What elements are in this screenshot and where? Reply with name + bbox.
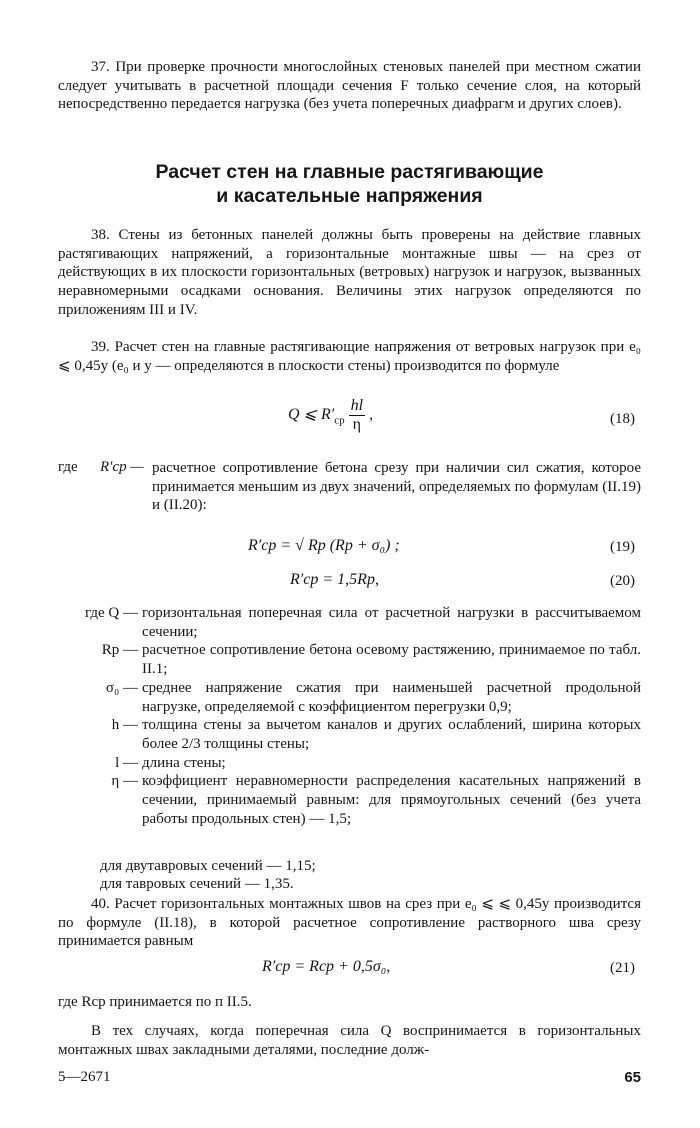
definition-h bbox=[58, 716, 641, 753]
formula-18 bbox=[288, 397, 373, 434]
definition-symbol: σ₀ — bbox=[105, 679, 138, 696]
definition-text: длина стены; bbox=[142, 754, 226, 771]
formula-21: R′ср = Rср + 0,5σ₀, bbox=[262, 958, 391, 975]
paragraph-39: 39. Расчет стен на главные растягивающие напряжения от ветровых нагрузок при e₀ ⩽ 0,45y (e₀ и y — определяются в плоскости стены) производится по формуле bbox=[58, 339, 641, 374]
where-label: где bbox=[58, 459, 78, 475]
section-heading bbox=[58, 160, 641, 208]
section-heading-line-2: и касательные напряжения bbox=[216, 185, 483, 207]
rcp-symbol: R′ср — bbox=[100, 459, 144, 475]
section-heading-line-1: Расчет стен на главные растягивающие bbox=[155, 161, 544, 183]
formula-20: R′ср = 1,5Rр, bbox=[290, 571, 379, 588]
formula-18-tail: , bbox=[369, 406, 374, 424]
paragraph-37: 37. При проверке прочности многослойных стеновых панелей при местном сжатии следует учитывать в расчетной площади сечения F только сечение слоя, на который непосредственно передается нагрузка (без учета поперечных диафрагм и других слоев). bbox=[58, 59, 641, 113]
symbol-definitions bbox=[58, 604, 641, 828]
line-dvutavr: для двутавровых сечений — 1,15; bbox=[100, 858, 316, 874]
paragraph-38: 38. Стены из бетонных панелей должны быть проверены на действие главных растягивающих напряжений, а горизонтальные монтажные швы — на срез от действующих в их плоскости горизонтальных (ветровых) нагрузок и нагрузок, вызванных неравномерными осадками основания. Величины этих нагрузок определяются по приложениям III и IV. bbox=[58, 227, 641, 318]
formula-18-denominator: η bbox=[352, 416, 362, 433]
definition-symbol: h — bbox=[111, 717, 138, 734]
paragraph-final: В тех случаях, когда поперечная сила Q воспринимается в горизонтальных монтажных швах закладными деталями, последние долж- bbox=[58, 1023, 641, 1058]
definition-text: среднее напряжение сжатия при наименьшей расчетной продольной нагрузке, определяемой с коэффициентом перегрузки 0,9; bbox=[142, 679, 641, 715]
definition-text: расчетное сопротивление бетона осевому растяжению, принимаемое по табл. II.1; bbox=[142, 642, 641, 678]
equation-number-19: (19) bbox=[610, 539, 635, 555]
equation-number-21: (21) bbox=[610, 960, 635, 976]
definition-rp bbox=[58, 641, 641, 678]
formula-18-lhs: Q ⩽ R′ bbox=[288, 406, 335, 424]
paragraph-40: 40. Расчет горизонтальных монтажных швов на срез при e₀ ⩽ ⩽ 0,45y производится по формуле (II.18), в которой расчетное сопротивление растворного шва срезу принимается равным bbox=[58, 896, 641, 950]
definition-text: толщина стены за вычетом каналов и других ослаблений, ширина которых более 2/3 толщины стены; bbox=[142, 717, 641, 752]
definition-sigma0 bbox=[58, 679, 641, 716]
definition-symbol: l — bbox=[115, 754, 138, 771]
definition-text: горизонтальная поперечная сила от расчетной нагрузки в рассчитываемом сечении; bbox=[142, 605, 641, 640]
definition-q bbox=[58, 604, 641, 641]
definition-symbol: Rр — bbox=[101, 642, 138, 659]
equation-number-18: (18) bbox=[610, 411, 635, 427]
formula-18-sub: ср bbox=[334, 414, 345, 427]
formula-19: R′ср = √ Rр (Rр + σ₀) ; bbox=[248, 537, 400, 554]
definition-l bbox=[58, 754, 641, 773]
rcp-reference-line: где Rср принимается по п II.5. bbox=[58, 994, 252, 1010]
footer-code: 5—2671 bbox=[58, 1069, 111, 1085]
rcp-definition: расчетное сопротивление бетона срезу при наличии сил сжатия, которое принимается меньшим из двух значений, определяемых по формулам (II.19) и (II.20): bbox=[152, 460, 641, 514]
definition-symbol: где Q — bbox=[84, 605, 138, 621]
definition-symbol: η — bbox=[111, 773, 138, 790]
definition-eta bbox=[58, 772, 641, 828]
definition-text: коэффициент неравномерности распределения касательных напряжений в сечении, принимаемый равным: для прямоугольных сечений (без учета работы продольных стен) — 1,5; bbox=[142, 773, 641, 827]
formula-18-numerator: hl bbox=[350, 397, 364, 414]
page-number: 65 bbox=[624, 1069, 641, 1086]
formula-18-fraction bbox=[349, 397, 365, 434]
equation-number-20: (20) bbox=[610, 573, 635, 589]
line-tavr: для тавровых сечений — 1,35. bbox=[100, 876, 294, 892]
